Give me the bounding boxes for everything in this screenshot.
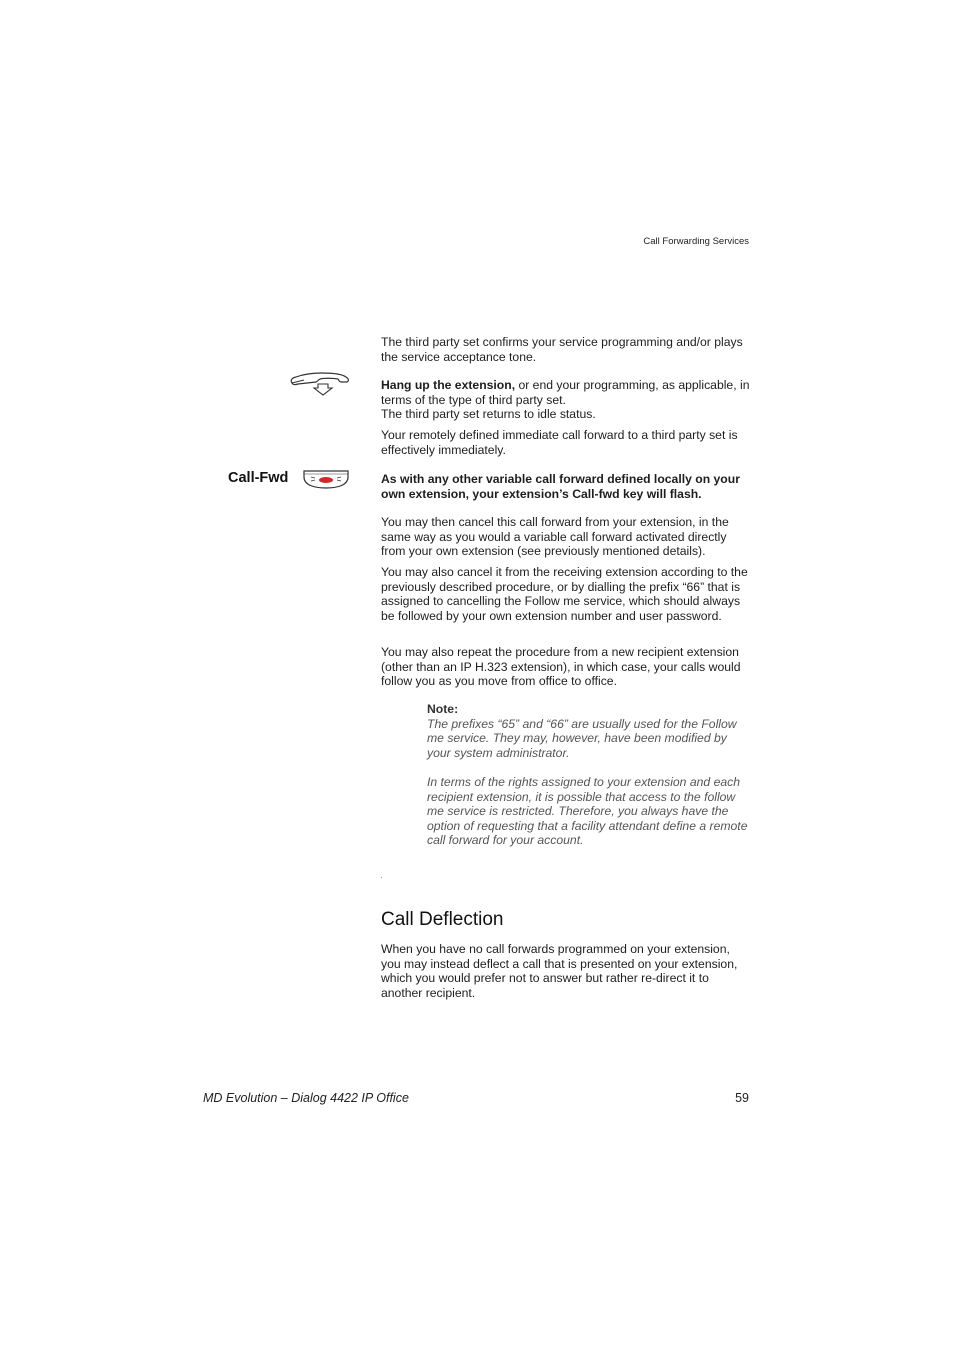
note-text-1: The prefixes “65” and “66” are usually used for the Follow me service. They may, however, have been modified by your system administrator. [427,716,737,760]
call-fwd-key-label: Call-Fwd [228,470,289,486]
paragraph-cancel-own: You may then cancel this call forward from your extension, in the same way as you would a variable call forward activated directly from your own extension (see previously mentioned details). [381,515,729,559]
note-title: Note: [427,702,459,716]
paragraph-cancel-receiving: You may also cancel it from the receiving extension according to the previously described procedure, or by dialling the prefix “66” that is assigned to cancelling the Follow me service, which should always be followed by your own extension number and user password. [381,565,748,623]
note-text-2: In terms of the rights assigned to your extension and each recipient extension, it is possible that access to the follow me service is restricted. Therefore, you always have the option of requesting that a facility attendant define a remote call forward for your account. [427,774,748,848]
paragraph-deflection: When you have no call forwards programmed on your extension, you may instead deflect a call that is presented on your extension, which you would prefer not to answer but rather re-direct it to another recipient. [381,942,738,1000]
running-header: Call Forwarding Services [643,236,749,247]
page-number: 59 [735,1091,749,1105]
paragraph-repeat: You may also repeat the procedure from a new recipient extension (other than an IP H.323 extension), in which case, your calls would follow you as you move from office to office. [381,645,741,689]
paragraph-key-flash: As with any other variable call forward defined locally on your own extension, your extension’s Call-fwd key will flash. [381,472,740,501]
handset-hang-up-icon [288,370,352,398]
section-heading: Call Deflection [381,909,504,930]
paragraph-hang-up: Hang up the extension, or end your programming, as applicable, in terms of the type of third party set. The third party set returns to idle status. [381,378,750,422]
paragraph-confirm: The third party set confirms your service programming and/or plays the service acceptance tone. [381,335,743,364]
paragraph-remote-forward: Your remotely defined immediate call forward to a third party set is effectively immediately. [381,428,738,457]
footer-title: MD Evolution – Dialog 4422 IP Office [203,1091,409,1105]
hang-up-instruction: Hang up the extension, [381,378,516,392]
stray-mark [381,877,382,878]
call-fwd-key-icon [302,468,350,490]
note-block [427,702,752,848]
